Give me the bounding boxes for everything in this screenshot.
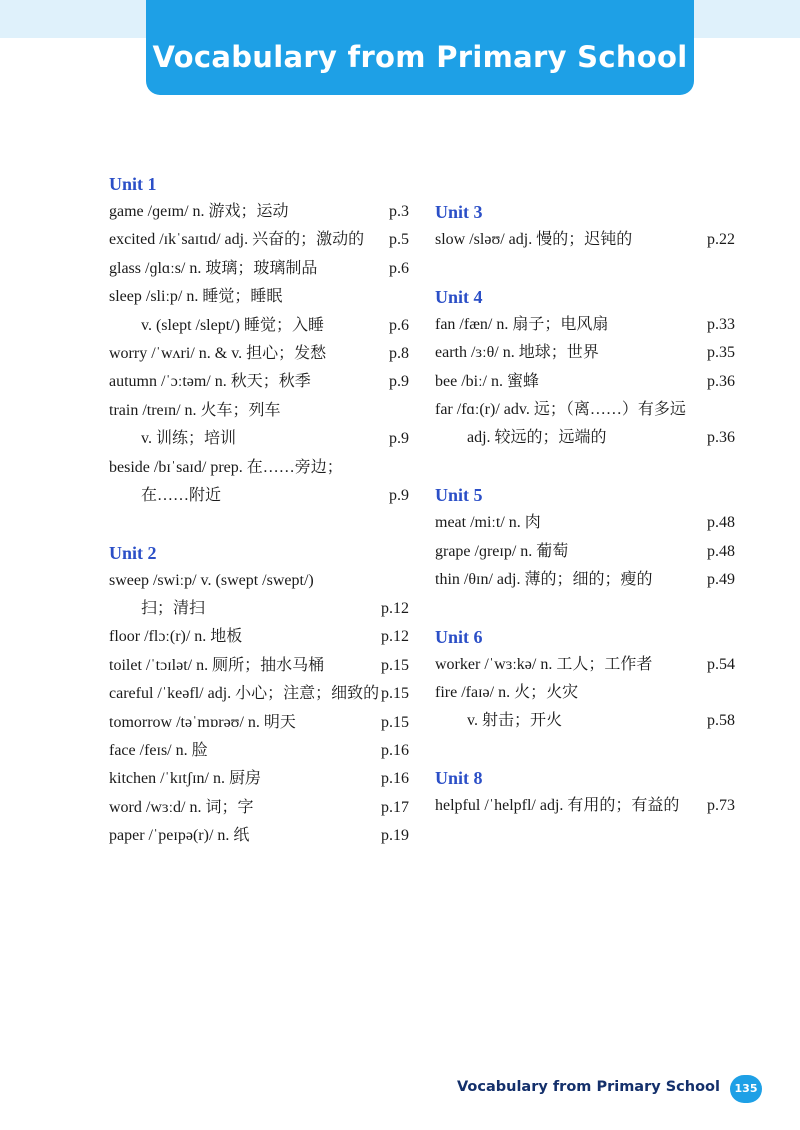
vocab-entry xyxy=(109,737,409,765)
vocab-page-ref: p.73 xyxy=(707,797,735,815)
vocab-entry xyxy=(109,454,409,482)
vocab-page-ref: p.5 xyxy=(389,231,409,249)
unit-heading: Unit 6 xyxy=(435,626,483,647)
vocab-entry xyxy=(435,311,735,339)
vocab-page-ref: p.9 xyxy=(389,430,409,448)
unit-gap xyxy=(109,510,409,538)
vocab-entry xyxy=(109,482,409,510)
vocab-entry xyxy=(109,283,409,311)
vocab-entry xyxy=(109,652,409,680)
vocab-text: worker /ˈwɜːkə/ n. 工人；工作者 xyxy=(435,655,653,673)
vocab-text: helpful /ˈhelpfl/ adj. 有用的；有益的 xyxy=(435,797,680,815)
vocab-text: v. 训练；培训 xyxy=(141,430,236,448)
vocab-entry xyxy=(109,198,409,226)
vocab-page-ref: p.6 xyxy=(389,316,409,334)
vocab-entry xyxy=(435,226,735,254)
vocab-text: autumn /ˈɔːtəm/ n. 秋天；秋季 xyxy=(109,373,311,391)
vocab-text: sweep /swiːp/ v. (swept /swept/) xyxy=(109,571,314,589)
vocab-text: beside /bɪˈsaɪd/ prep. 在……旁边； xyxy=(109,458,343,476)
unit-gap xyxy=(435,254,735,282)
vocab-page-ref: p.48 xyxy=(707,542,735,560)
vocab-entry xyxy=(109,567,409,595)
vocab-entry xyxy=(435,339,735,367)
vocab-text: 在……附近 xyxy=(141,486,222,504)
unit-heading: Unit 4 xyxy=(435,286,483,307)
vocab-text: sleep /sliːp/ n. 睡觉；睡眠 xyxy=(109,288,283,306)
vocab-text: thin /θɪn/ adj. 薄的；细的；瘦的 xyxy=(435,570,653,588)
vocab-page-ref: p.36 xyxy=(707,372,735,390)
vocab-text: earth /ɜːθ/ n. 地球；世界 xyxy=(435,344,599,362)
vocab-text: far /fɑː(r)/ adv. 远；（离……）有多远 xyxy=(435,400,686,418)
vocab-page-ref: p.58 xyxy=(707,712,735,730)
unit-gap xyxy=(435,736,735,764)
vocab-page-ref: p.16 xyxy=(381,742,409,760)
vocab-page-ref: p.17 xyxy=(381,798,409,816)
vocab-text: adj. 较远的；远端的 xyxy=(467,429,607,447)
vocab-page-ref: p.33 xyxy=(707,315,735,333)
vocab-page-ref: p.9 xyxy=(389,486,409,504)
header-title-tab xyxy=(146,0,694,95)
page-number-badge: 135 xyxy=(730,1075,762,1103)
vocab-page-ref: p.19 xyxy=(381,827,409,845)
vocab-text: game /ɡeɪm/ n. 游戏；运动 xyxy=(109,203,289,220)
vocab-page-ref: p.15 xyxy=(381,713,409,731)
left-vocab-column xyxy=(109,170,409,851)
vocab-text: tomorrow /təˈmɒrəʊ/ n. 明天 xyxy=(109,713,296,731)
vocab-page-ref: p.3 xyxy=(389,203,409,220)
vocab-page-ref: p.15 xyxy=(381,656,409,674)
vocab-page-ref: p.49 xyxy=(707,570,735,588)
unit-gap xyxy=(435,453,735,481)
vocab-entry xyxy=(109,425,409,453)
vocab-page-ref: p.15 xyxy=(381,685,409,703)
vocab-entry xyxy=(109,794,409,822)
vocab-entry xyxy=(109,595,409,623)
vocab-entry xyxy=(109,709,409,737)
vocab-entry xyxy=(435,792,735,820)
vocab-text: meat /miːt/ n. 肉 xyxy=(435,514,541,532)
vocab-text: bee /biː/ n. 蜜蜂 xyxy=(435,372,539,390)
vocab-text: excited /ɪkˈsaɪtɪd/ adj. 兴奋的；激动的 xyxy=(109,231,365,249)
vocab-entry xyxy=(435,368,735,396)
vocab-text: train /treɪn/ n. 火车；列车 xyxy=(109,401,281,419)
vocab-text: v. 射击；开火 xyxy=(467,712,562,730)
unit-heading: Unit 3 xyxy=(435,202,483,222)
vocab-text: paper /ˈpeɪpə(r)/ n. 纸 xyxy=(109,827,250,845)
unit-heading: Unit 1 xyxy=(109,174,157,194)
vocab-entry xyxy=(435,538,735,566)
vocab-text: grape /ɡreɪp/ n. 葡萄 xyxy=(435,542,569,560)
unit-heading: Unit 2 xyxy=(109,542,157,563)
vocab-text: glass /ɡlɑːs/ n. 玻璃；玻璃制品 xyxy=(109,259,318,277)
vocab-page-ref: p.8 xyxy=(389,344,409,362)
vocab-text: floor /flɔː(r)/ n. 地板 xyxy=(109,628,243,646)
vocab-text: toilet /ˈtɔɪlət/ n. 厕所；抽水马桶 xyxy=(109,656,325,674)
vocab-entry xyxy=(109,397,409,425)
vocab-text: careful /ˈkeəfl/ adj. 小心；注意；细致的 xyxy=(109,685,380,703)
page-title: Vocabulary from Primary School xyxy=(152,40,688,74)
vocab-page-ref: p.36 xyxy=(707,429,735,447)
vocab-text: 扫；清扫 xyxy=(141,600,206,618)
unit-heading: Unit 5 xyxy=(435,485,483,506)
vocab-entry xyxy=(109,340,409,368)
vocab-page-ref: p.9 xyxy=(389,373,409,391)
vocab-entry xyxy=(109,255,409,283)
vocab-entry xyxy=(435,707,735,735)
vocab-text: v. (slept /slept/) 睡觉；入睡 xyxy=(141,316,324,334)
vocab-entry xyxy=(435,651,735,679)
vocab-entry xyxy=(435,509,735,537)
vocab-entry xyxy=(435,396,735,424)
vocab-page-ref: p.12 xyxy=(381,628,409,646)
vocab-page-ref: p.48 xyxy=(707,514,735,532)
vocab-entry xyxy=(109,312,409,340)
vocab-page-ref: p.35 xyxy=(707,344,735,362)
vocab-entry xyxy=(435,679,735,707)
vocab-text: slow /sləʊ/ adj. 慢的；迟钝的 xyxy=(435,231,633,248)
vocab-text: kitchen /ˈkɪtʃɪn/ n. 厨房 xyxy=(109,770,261,788)
vocab-text: fan /fæn/ n. 扇子；电风扇 xyxy=(435,315,609,333)
unit-gap xyxy=(435,594,735,622)
vocab-page-ref: p.22 xyxy=(707,231,735,248)
vocab-text: face /feɪs/ n. 脸 xyxy=(109,742,208,760)
footer-title: Vocabulary from Primary School xyxy=(456,1079,720,1095)
vocab-page-ref: p.6 xyxy=(389,259,409,277)
vocab-entry xyxy=(109,680,409,708)
vocab-entry xyxy=(109,623,409,651)
vocab-entry xyxy=(109,822,409,850)
vocab-entry xyxy=(435,566,735,594)
unit-heading: Unit 8 xyxy=(435,768,483,789)
vocab-entry xyxy=(109,765,409,793)
right-vocab-column xyxy=(435,198,735,821)
vocab-page-ref: p.16 xyxy=(381,770,409,788)
vocab-text: worry /ˈwʌri/ n. & v. 担心；发愁 xyxy=(109,344,327,362)
vocab-entry xyxy=(109,368,409,396)
vocab-entry xyxy=(109,226,409,254)
vocab-entry xyxy=(435,424,735,452)
vocab-text: word /wɜːd/ n. 词；字 xyxy=(109,798,254,816)
vocab-text: fire /faɪə/ n. 火；火灾 xyxy=(435,684,579,702)
vocab-page-ref: p.12 xyxy=(381,600,409,618)
vocab-page-ref: p.54 xyxy=(707,655,735,673)
